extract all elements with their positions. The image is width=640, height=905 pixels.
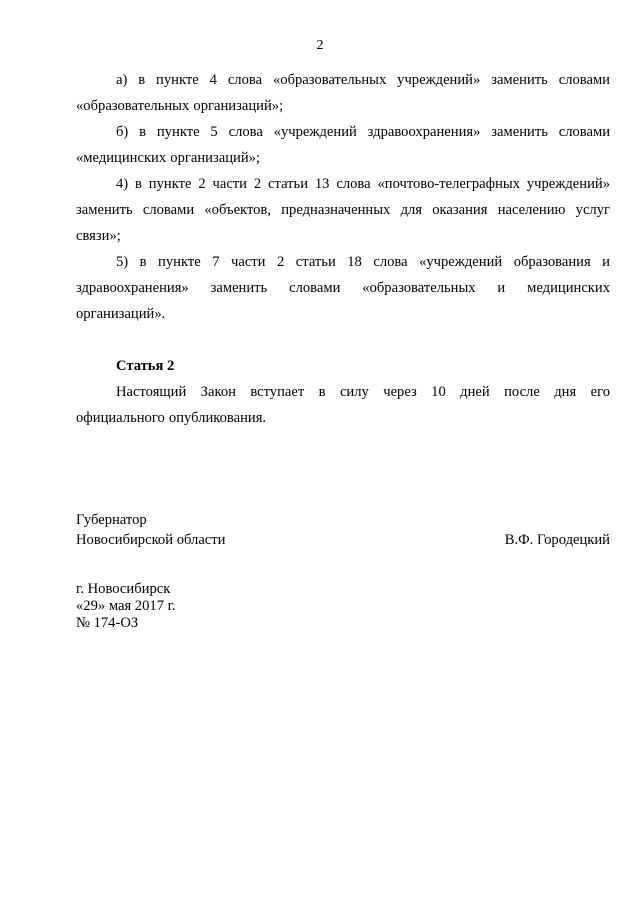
law-number: № 174-ОЗ bbox=[76, 615, 139, 631]
amendment-paragraph-5-cont bbox=[76, 275, 610, 301]
article-2-title: Статья 2 bbox=[116, 358, 175, 374]
amendment-paragraph-4-end bbox=[76, 223, 610, 249]
paragraph-4-line1: 4) в пункте 2 части 2 статьи 13 слова «почтово-телеграфных учреждений» bbox=[116, 176, 610, 192]
article-2-text-cont bbox=[76, 405, 610, 431]
paragraph-5-rest: организаций». bbox=[76, 306, 166, 322]
paragraph-a-rest: «образовательных организаций»; bbox=[76, 98, 284, 114]
document-body bbox=[76, 67, 610, 431]
amendment-paragraph-5-end bbox=[76, 301, 610, 327]
page-number: 2 bbox=[316, 38, 324, 53]
signature-block bbox=[76, 510, 610, 550]
signatory-name: В.Ф. Городецкий bbox=[504, 532, 610, 548]
signatory-position-line2: Новосибирской области bbox=[76, 532, 226, 548]
paragraph-4-line2: заменить словами «объектов, предназначенных для оказания населению услуг bbox=[76, 202, 610, 218]
adoption-date: «29» мая 2017 г. bbox=[76, 598, 176, 614]
paragraph-5-line1: 5) в пункте 7 части 2 статьи 18 слова «учреждений образования и bbox=[116, 254, 610, 270]
amendment-paragraph-4-cont bbox=[76, 197, 610, 223]
amendment-paragraph-b bbox=[76, 119, 610, 145]
amendment-paragraph-a bbox=[76, 67, 610, 93]
paragraph-b-line1: б) в пункте 5 слова «учреждений здравоохранения» заменить словами bbox=[116, 124, 610, 140]
adoption-details bbox=[76, 581, 610, 632]
article-2-line1: Настоящий Закон вступает в силу через 10 дней после дня его bbox=[116, 384, 610, 400]
signature-row bbox=[76, 530, 610, 550]
paragraph-b-rest: «медицинских организаций»; bbox=[76, 150, 261, 166]
amendment-paragraph-a-cont bbox=[76, 93, 610, 119]
amendment-paragraph-5 bbox=[76, 249, 610, 275]
paragraph-5-line2: здравоохранения» заменить словами «образовательных и медицинских bbox=[76, 280, 610, 296]
paragraph-a-line1: а) в пункте 4 слова «образовательных учреждений» заменить словами bbox=[116, 72, 610, 88]
article-2-text bbox=[76, 379, 610, 405]
signatory-position-line1: Губернатор bbox=[76, 512, 147, 528]
adoption-city: г. Новосибирск bbox=[76, 581, 171, 597]
article-2-rest: официального опубликования. bbox=[76, 410, 267, 426]
amendment-paragraph-4 bbox=[76, 171, 610, 197]
amendment-paragraph-b-cont bbox=[76, 145, 610, 171]
paragraph-4-rest: связи»; bbox=[76, 228, 121, 244]
